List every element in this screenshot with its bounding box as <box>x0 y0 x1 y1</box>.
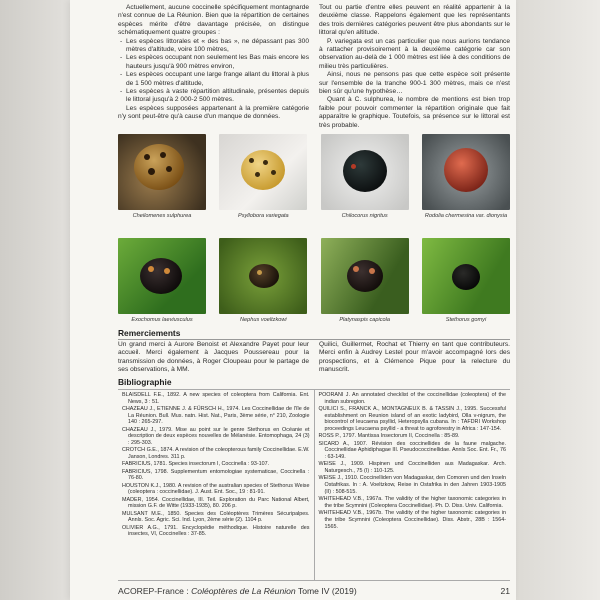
ladybird-photo <box>219 134 307 210</box>
ladybird-photo <box>219 238 307 314</box>
list-item: - Les espèces littorales et « des bas », ne dépassant pas 300 mètres d'altitude, voire 100 mètres, <box>126 38 309 55</box>
reference: SICARD A., 1907. Révision des coccinellides de la faune malgache. Coccinellidae Aphidiphagae III. Pseudococcinellidae. Annls Soc. Ent. Fr., 76 : 63-149. <box>318 440 506 461</box>
paragraph: Les espèces supposées appartenant à la première catégorie n'y sont peut-être qu'à cause d'un manque de données. <box>118 104 309 121</box>
bibliography-column-left <box>118 390 314 580</box>
list-item: - Les espèces occupant une large frange allant du littoral à plus de 1 500 mètres d'altitude, <box>126 71 309 88</box>
photo-caption: Platynaspis capicola <box>339 317 390 323</box>
reference: CHAZEAU J., ETIENNE J. & FÜRSCH H., 1974. Les Coccinellidae de l'île de La Réunion. Bull. Mus. natn. Hist. Nat., Paris, 3ème série, n° 210, Zoologie 140 : 265-297. <box>122 406 310 426</box>
section-heading: Remerciements <box>118 328 181 338</box>
footer-volume: Tome IV (2019) <box>295 586 357 596</box>
reference: WEISE J., 1910. Coccinelliden von Madagaskar, den Comoren und den Inseln Ostafrikas. In : A. Voeltzkow, Reise in Ostafrika in den Jahren 1903-1905 (II) : 508-515. <box>318 475 506 495</box>
ladybird-photo <box>422 134 510 210</box>
photo-figure <box>321 238 409 324</box>
bibliography <box>118 389 510 581</box>
text-column-left <box>118 4 309 132</box>
ladybird-photo <box>118 238 206 314</box>
reference: OLIVIER A.G., 1791. Encyclopédie méthodique. Histoire naturelle des insectes, VI, Coccinelles : 37-85. <box>122 524 310 538</box>
photo-caption: Psyllobora variegata <box>237 213 289 219</box>
body-text-columns <box>118 4 510 132</box>
paragraph: Actuellement, aucune coccinelle spécifiquement montagnarde n'est connue de La Réunion. Bien que la répartition de certaines espèces mérite d'être davantage précisée, on distingue schématiquement quatre groupes : <box>118 4 309 37</box>
category-list <box>118 38 309 105</box>
reference: BLAISDELL F.E., 1892. A new species of coleoptera from California. Ent. News, 3 : 51. <box>122 392 310 405</box>
photo-caption: Chilocorus nigritus <box>341 213 388 219</box>
ladybird-photo <box>118 134 206 210</box>
divider <box>118 339 510 340</box>
photo-caption: Nephus voeltzkowi <box>240 317 287 323</box>
page-footer <box>118 586 510 596</box>
reference: ROSS P., 1797. Mantissa Insectorum II, Coccinella : 85-89. <box>318 433 460 440</box>
photo-figure <box>219 134 307 220</box>
footer-title: Coléoptères de La Réunion <box>191 586 296 596</box>
photo-figure <box>118 238 206 324</box>
footer-citation <box>118 586 357 596</box>
bibliography-column-right <box>314 390 511 580</box>
photo-figure <box>321 134 409 220</box>
reference: HOUSTON K.J., 1980. A revision of the australian species of Stethorus Weise (coleoptera : coccinellidae). J. Aust. Ent. Soc., 19 : 81-91. <box>122 482 310 496</box>
photo-row-1 <box>118 134 510 220</box>
reference: FABRICIUS, 1798. Supplementum entomologiae systematicae, Coccinella : 76-80. <box>122 468 310 482</box>
reference: WHITEHEAD V.B., 1967a. The validity of the higher taxonomic categories in the tribe Scymnini (Coleoptera Coccinellidae). Ph. D. Diss. Univ. California. <box>318 496 506 509</box>
photo-caption: Stethorus gomyi <box>445 317 487 323</box>
photo-caption: Rodolia chermesina var. dionysia <box>424 213 508 219</box>
reference: WEISE J., 1909. Hispinen und Coccinelliden aus Madagaskar. Arch. Naturgesch., 75 (I) : 110-125. <box>318 461 506 475</box>
document-page <box>70 0 516 600</box>
background-right <box>516 0 600 600</box>
binding-shadow-left <box>0 0 70 600</box>
reference: QUILICI S., FRANCK A., MONTAGNEUX B. & TASSIN J., 1995. Successful establishment on Reunion island of an exotic ladybird, Olla v-nigrum, the biocontrol of leucaena psyllid, Heteropsylla cubana. In : TAFDRI Workshop proceedings Leucaena psyllid - a threat to agroforestry in Africa : 147-154. <box>318 406 506 433</box>
photo-figure <box>219 238 307 324</box>
ladybird-photo <box>321 238 409 314</box>
ladybird-photo <box>422 238 510 314</box>
paragraph: P. variegata est un cas particulier que nous aurions tendance à rattacher provisoirement à la deuxième catégorie car son observation au-delà de 1 000 mètres est liée à des conditions de milieu très particulières. <box>319 37 510 70</box>
paragraph: Ainsi, nous ne pensons pas que cette espèce soit présente sur l'ensemble de la tranche 900-1 300 mètres, mais ce n'est bien sûr qu'une hypothèse… <box>319 71 510 96</box>
photo-row-2 <box>118 238 510 324</box>
list-item: - Les espèces occupant non seulement les Bas mais encore les hauteurs jusqu'à 900 mètres environ, <box>126 54 309 71</box>
reference: MADER, 1954. Coccinellidae, III. Teil. Exploration du Parc National Albert, mission G.F. de Witte (1933-1935), 80. 206 p. <box>122 496 310 510</box>
acknowledgements-right: Quilici, Guillermet, Rochat et Thierry en tant que contributeurs. Merci enfin à Audrey Lestel pour m'avoir accompagné lors des prospections, et à Clémence Pique pour la relecture du manuscrit. <box>319 341 510 374</box>
section-heading: Bibliographie <box>118 377 172 387</box>
photo-caption: Cheilomenes sulphurea <box>132 213 192 219</box>
acknowledgements-left: Un grand merci à Aurore Benoist et Alexandre Payet pour leur accueil. Merci également à Jacques Poussereau pour la transmission de données, à Roger Cloupeau pour le partage de ses observations, à MM. <box>118 341 309 374</box>
reference: MULSANT M.E., 1850. Species des Coléoptères Trimères Sécuripalpes. Annls. Soc. Agric. Sci. Ind. Lyon, 2ème série (2). 1104 p. <box>122 510 310 524</box>
ladybird-photo <box>321 134 409 210</box>
text-column-right <box>319 4 510 132</box>
reference: POORANI J. An annotated checklist of the coccinellidae (coleoptera) of the indian subregion. <box>318 392 506 405</box>
acknowledgements-text <box>118 341 510 375</box>
reference: CHAZEAU J., 1979. Mise au point sur le genre Stethorus en Océanie et description de deux espèces nouvelles de Mélanésie. Entomophaga, 24 (3) : 295-303. <box>122 426 310 447</box>
photo-figure <box>118 134 206 220</box>
paragraph: Quant à C. sulphurea, le nombre de mentions est bien trop faible pour pouvoir commenter la répartition originale que fait apparaître le graphique. Toutefois, sa présence sur le littoral est très probable. <box>319 96 510 129</box>
paragraph: Tout ou partie d'entre elles peuvent en réalité appartenir à la deuxième classe. Rappelons également que les représentants des trois dernières catégories peuvent être plus abondants sur le littoral qu'en altitude. <box>319 4 510 37</box>
photo-figure <box>422 134 510 220</box>
list-item: - Les espèces à vaste répartition altitudinale, présentes depuis le littoral jusqu'à 2 000-2 500 mètres. <box>126 88 309 105</box>
page-number: 21 <box>500 586 510 596</box>
photo-caption: Exochomus laeviusculus <box>131 317 193 323</box>
reference: WHITEHEAD V.B., 1967b. The validity of the higher taxonomic categories in the tribe Scymnini (Coleoptera Coccinellidae). Diss. Abstr., 28B : 1564-1565. <box>318 510 506 530</box>
reference: FABRICIUS, 1781. Species insectorum I, Coccinella : 93-107. <box>122 461 270 468</box>
footer-publisher: ACOREP-France : <box>118 586 192 596</box>
photo-figure <box>422 238 510 324</box>
reference: CROTCH G.E., 1874. A revision of the coleopterous family Coccinellidae. E.W. Janson, Londres. 311 p. <box>122 447 310 461</box>
